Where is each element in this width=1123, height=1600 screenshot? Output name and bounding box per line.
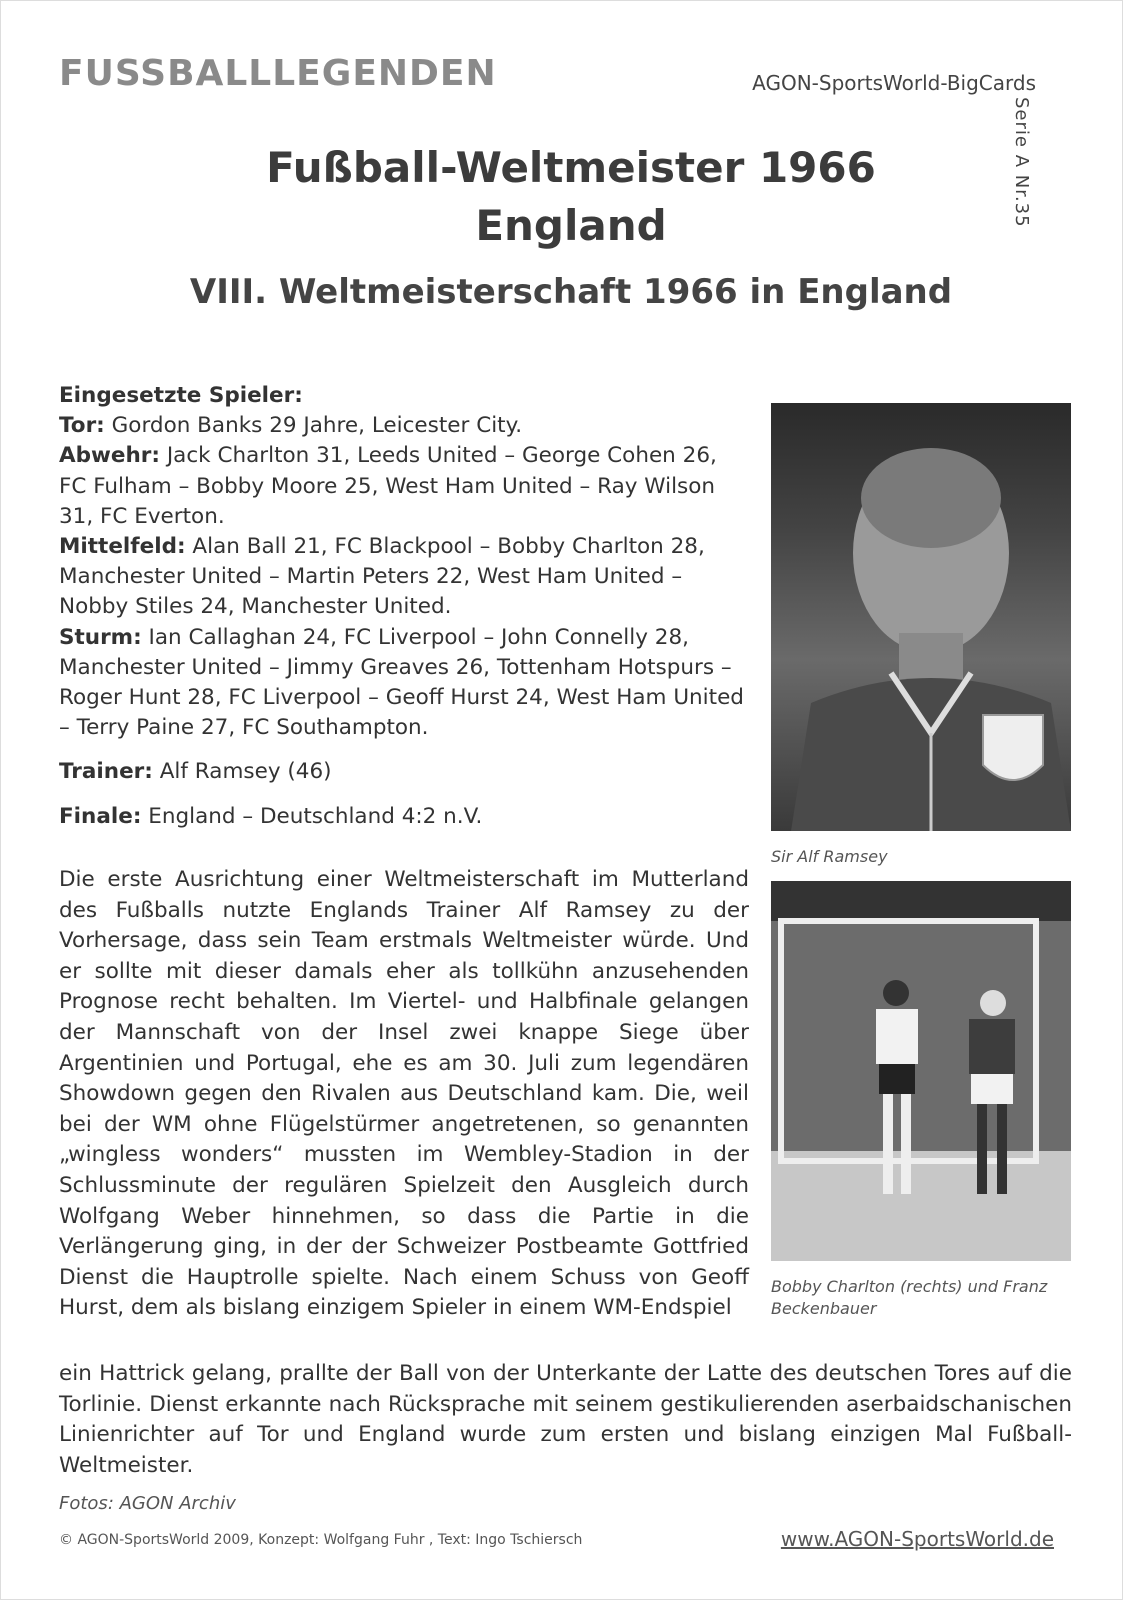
tor-label: Tor: bbox=[59, 413, 105, 439]
copyright-text: © AGON-SportsWorld 2009, Konzept: Wolfgang Fuhr , Text: Ingo Tschiersch bbox=[59, 1532, 583, 1548]
sturm-label: Sturm: bbox=[59, 624, 142, 650]
mittelfeld-text: Alan Ball 21, FC Blackpool – Bobby Charlton 28, Manchester United – Martin Peters 22, West Ham United – Nobby Stiles 24, Manchester United. bbox=[59, 534, 705, 620]
title-line-1: Fußball-Weltmeister 1966 bbox=[266, 143, 876, 192]
ramsey-portrait-illustration bbox=[771, 403, 1071, 831]
trainer-label: Trainer: bbox=[59, 759, 153, 785]
sturm-text: Ian Callaghan 24, FC Liverpool – John Connelly 28, Manchester United – Jimmy Greaves 26, Tottenham Hotspurs – Roger Hunt 28, FC Liverpool – Geoff Hurst 24, West Ham United – Terry Paine 27, FC Southampton. bbox=[59, 624, 744, 741]
match-photo bbox=[771, 881, 1071, 1261]
page-title bbox=[121, 139, 1021, 255]
mittelfeld-label: Mittelfeld: bbox=[59, 534, 186, 560]
website-link[interactable]: www.AGON-SportsWorld.de bbox=[780, 1527, 1054, 1551]
finale-label: Finale: bbox=[59, 803, 142, 829]
body-paragraph-2: ein Hattrick gelang, prallte der Ball von der Unterkante der Latte des deutschen Tores auf die Torlinie. Dienst erkannte nach Rücksprache mit seinem gestikulierenden aserbaidschanischen Linienrichter auf Tor und England wurde zum ersten und bislang einzigen Mal Fußball-Weltmeister. bbox=[59, 1361, 1072, 1478]
players-heading: Eingesetzte Spieler: bbox=[59, 383, 303, 408]
tor-text: Gordon Banks 29 Jahre, Leicester City. bbox=[111, 413, 523, 439]
serie-label: Serie A Nr.35 bbox=[1011, 97, 1032, 228]
players-section bbox=[59, 381, 749, 832]
page-subtitle: VIII. Weltmeisterschaft 1966 in England bbox=[189, 272, 953, 312]
match-scene-illustration bbox=[771, 881, 1071, 1261]
photo-caption-1: Sir Alf Ramsey bbox=[771, 847, 888, 866]
abwehr-text: Jack Charlton 31, Leeds United – George Cohen 26, FC Fulham – Bobby Moore 25, West Ham United – Ray Wilson 31, FC Everton. bbox=[59, 443, 717, 529]
brand-title: FUSSBALLLEGENDEN bbox=[59, 53, 497, 94]
finale-text: England – Deutschland 4:2 n.V. bbox=[148, 803, 483, 829]
ramsey-photo bbox=[771, 403, 1071, 831]
title-line-2: England bbox=[475, 201, 667, 250]
publisher-label: AGON-SportsWorld-BigCards bbox=[752, 71, 1036, 95]
trainer-text: Alf Ramsey (46) bbox=[159, 759, 332, 785]
abwehr-label: Abwehr: bbox=[59, 443, 160, 469]
body-paragraph-1: Die erste Ausrichtung einer Weltmeisterschaft im Mutterland des Fußballs nutzte Englands Trainer Alf Ramsey zu der Vorhersage, dass sein Team erstmals Weltmeister würde. Und er sollte mit dieser damals eher als tollkühn anzusehenden Prognose recht behalten. Im Viertel- und Halbfinale gelangen der Mannschaft von der Insel zwei knappe Siege über Argentinien und Portugal, ehe es am 30. Juli zum legendären Showdown gegen den Rivalen aus Deutschland kam. Die, weil bei der WM ohne Flügelstürmer angetretenen, so genannten „wingless wonders“ mussten im Wembley-Stadion in der Schlussminute der regulären Spielzeit den Ausgleich durch Wolfgang Weber hinnehmen, so dass die Partie in die Verlängerung ging, in der der Schweizer Postbeamte Gottfried Dienst die Hauptrolle spielte. Nach einem Schuss von Geoff Hurst, dem als bislang einzigem Spieler in einem WM-Endspiel bbox=[59, 867, 749, 1321]
photo-credits: Fotos: AGON Archiv bbox=[59, 1493, 236, 1514]
photo-caption-2: Bobby Charlton (rechts) und Franz Beckenbauer bbox=[771, 1277, 1048, 1318]
